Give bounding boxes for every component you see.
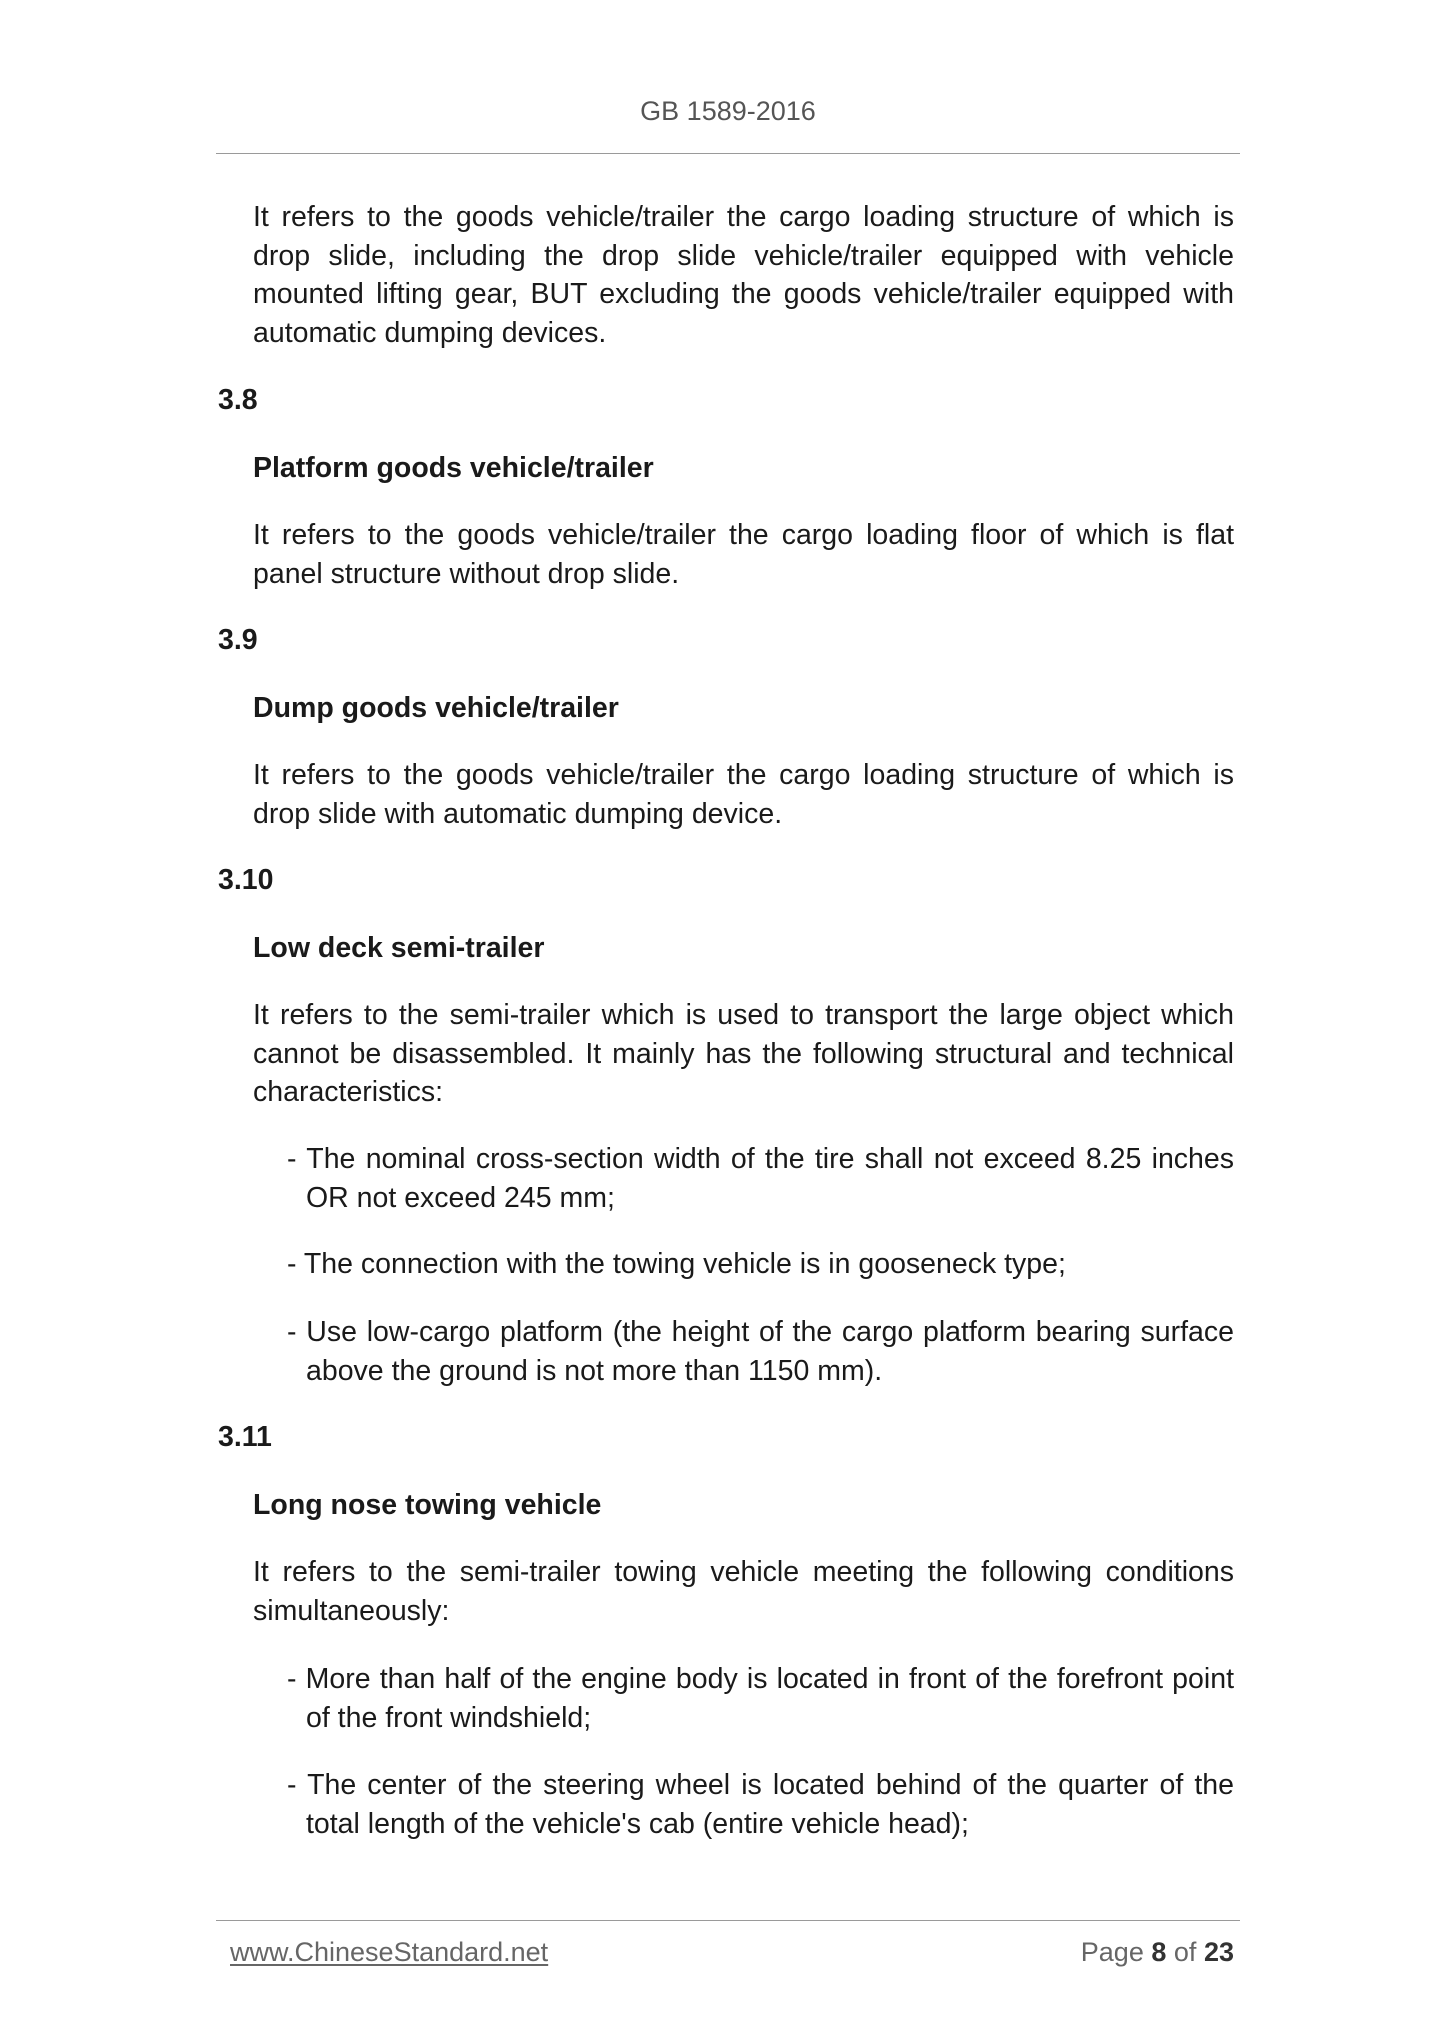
page-label: Page bbox=[1080, 1937, 1144, 1967]
bullet-3-10-low-platform: - Use low-cargo platform (the height of the cargo platform bearing surface above the ground is not more than 1150 mm). bbox=[287, 1316, 1234, 1387]
definition-3-10: It refers to the semi-trailer which is used to transport the large object which cannot be disassembled. It mainly has the following structural and technical characteristics: bbox=[253, 999, 1234, 1108]
term-heading-3-11: Long nose towing vehicle bbox=[253, 1489, 602, 1521]
term-heading-3-8: Platform goods vehicle/trailer bbox=[253, 452, 654, 484]
page-total: 23 bbox=[1203, 1937, 1234, 1967]
bullet-3-10-tire-width: - The nominal cross-section width of the tire shall not exceed 8.25 inches OR not exceed 245 mm; bbox=[287, 1143, 1234, 1214]
section-number-3-10: 3.10 bbox=[218, 864, 274, 896]
bullet-3-11-steering-wheel: - The center of the steering wheel is located behind of the quarter of the total length of the vehicle's cab (entire vehicle head); bbox=[287, 1769, 1234, 1840]
definition-3-8: It refers to the goods vehicle/trailer the cargo loading floor of which is flat panel structure without drop slide. bbox=[253, 519, 1234, 590]
footer-website-link[interactable]: www.ChineseStandard.net bbox=[230, 1937, 549, 1967]
footer-divider bbox=[216, 1920, 1240, 1921]
bullet-3-11-engine-position: - More than half of the engine body is located in front of the forefront point of the front windshield; bbox=[287, 1663, 1234, 1734]
definition-3-9: It refers to the goods vehicle/trailer the cargo loading structure of which is drop slide with automatic dumping device. bbox=[253, 759, 1234, 830]
footer-page-number bbox=[1081, 1934, 1234, 1970]
section-number-3-11: 3.11 bbox=[218, 1421, 272, 1453]
section-number-3-8: 3.8 bbox=[218, 384, 258, 416]
term-heading-3-10: Low deck semi-trailer bbox=[253, 932, 545, 964]
intro-paragraph: It refers to the goods vehicle/trailer the cargo loading structure of which is drop slide, including the drop slide vehicle/trailer equipped with vehicle mounted lifting gear, BUT excluding the goods vehicle/trailer equipped with automatic dumping devices. bbox=[253, 201, 1234, 349]
header-divider bbox=[216, 153, 1240, 154]
definition-3-11: It refers to the semi-trailer towing vehicle meeting the following conditions simultaneously: bbox=[253, 1556, 1234, 1627]
bullet-3-10-gooseneck: - The connection with the towing vehicle is in gooseneck type; bbox=[287, 1248, 1066, 1280]
page-of: of bbox=[1173, 1937, 1197, 1967]
page-header-standard-id: GB 1589-2016 bbox=[640, 96, 816, 126]
page-current: 8 bbox=[1151, 1937, 1167, 1967]
term-heading-3-9: Dump goods vehicle/trailer bbox=[253, 692, 619, 724]
section-number-3-9: 3.9 bbox=[218, 624, 258, 656]
